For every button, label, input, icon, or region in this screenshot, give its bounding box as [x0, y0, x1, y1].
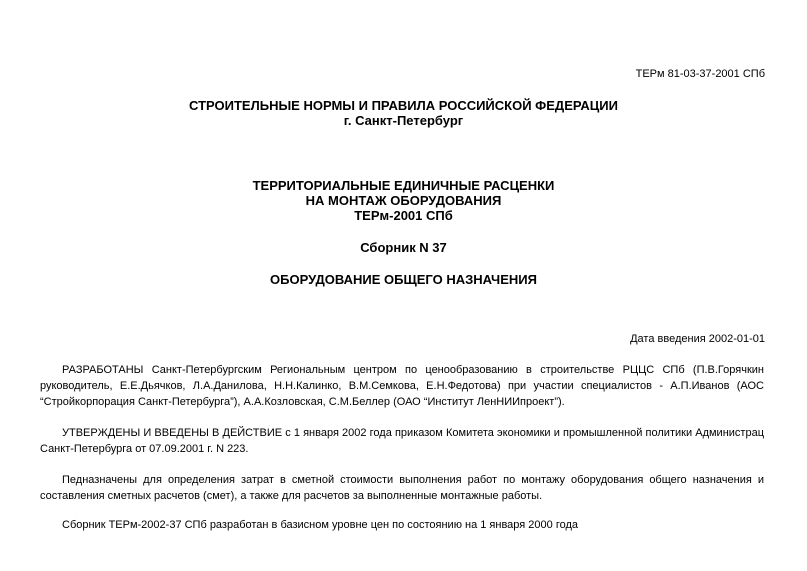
paragraph-line: Педназначены для определения затрат в сметной стоимости выполнения работ по монтажу оборудования общего назначения и — [62, 474, 764, 486]
effective-date: Дата введения 2002-01-01 — [630, 333, 765, 345]
document-code: ТЕРм 81-03-37-2001 СПб — [635, 68, 765, 80]
paragraph-line: составления сметных расчетов (смет), а также для расчетов за выполненные монтажные работы. — [40, 490, 543, 502]
paragraph-line: Санкт-Петербурга от 07.09.2001 г. N 223. — [40, 443, 249, 455]
paragraph-purpose — [40, 472, 764, 504]
city-subtitle: г. Санкт-Петербург — [343, 113, 464, 128]
paragraph-developed-by — [40, 362, 764, 410]
collection-subject: ОБОРУДОВАНИЕ ОБЩЕГО НАЗНАЧЕНИЯ — [270, 272, 537, 287]
paragraph-line: Сборник ТЕРм-2002-37 СПб разработан в базисном уровне цен по состоянию на 1 января 2000 года — [62, 519, 579, 531]
doc-title-line-3: ТЕРм-2001 СПб — [354, 208, 453, 223]
main-title: СТРОИТЕЛЬНЫЕ НОРМЫ И ПРАВИЛА РОССИЙСКОЙ ФЕДЕРАЦИИ — [189, 98, 618, 113]
collection-number: Сборник N 37 — [360, 240, 447, 255]
paragraph-line: УТВЕРЖДЕНЫ И ВВЕДЕНЫ В ДЕЙСТВИЕ с 1 января 2002 года приказом Комитета экономики и промышленной политики Администрац — [62, 427, 764, 439]
paragraph-line: “Стройкорпорация Санкт-Петербурга”), А.А.Козловская, С.М.Беллер (ОАО “Институт ЛенНИИпроект”). — [40, 396, 565, 408]
paragraph-line: руководитель, Е.Е.Дьячков, Л.А.Данилова, Н.Н.Калинко, В.М.Семкова, Е.Н.Федотова) при участии специалистов - А.П.Иванов (АОС — [40, 380, 764, 392]
paragraph-approved — [40, 425, 764, 457]
paragraph-line: РАЗРАБОТАНЫ Санкт-Петербургским Региональным центром по ценообразованию в строительстве РЦЦС СПб (П.В.Горячкин — [62, 364, 764, 376]
doc-title-line-1: ТЕРРИТОРИАЛЬНЫЕ ЕДИНИЧНЫЕ РАСЦЕНКИ — [252, 178, 555, 193]
paragraph-price-level — [40, 517, 764, 533]
doc-title-line-2: НА МОНТАЖ ОБОРУДОВАНИЯ — [305, 193, 502, 208]
